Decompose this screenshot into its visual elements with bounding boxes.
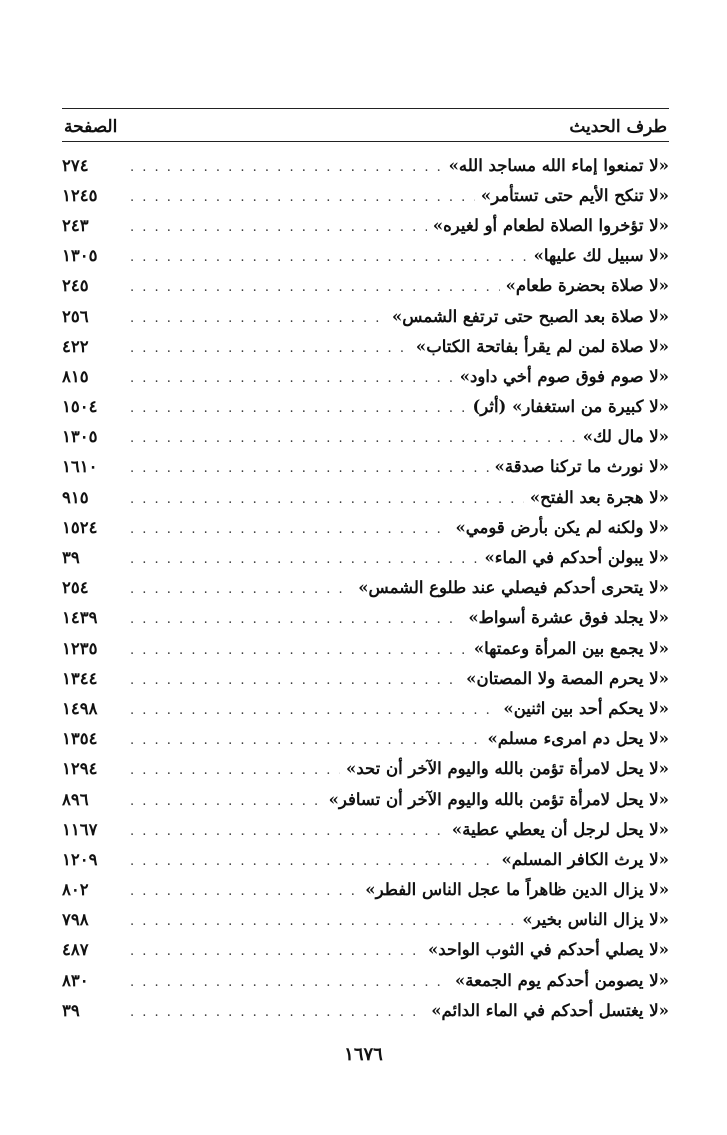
list-item <box>62 995 669 1025</box>
list-item <box>62 663 669 693</box>
dot-leader <box>130 910 516 929</box>
page-reference: ١٤٣٩ <box>62 608 98 628</box>
hadith-phrase: «لا يجلد فوق عشرة أسواط» <box>468 608 669 628</box>
list-item <box>62 452 669 482</box>
hadith-phrase: «لا يغتسل أحدكم في الماء الدائم» <box>431 1000 669 1020</box>
list-item <box>62 361 669 391</box>
page-reference: ٢٧٤ <box>62 155 89 175</box>
hadith-phrase: «لا يحرم المصة ولا المصتان» <box>466 668 669 688</box>
dot-leader <box>130 457 489 476</box>
list-item <box>62 844 669 874</box>
list-item <box>62 905 669 935</box>
hadith-phrase: «لا يحل دم امرىء مسلم» <box>487 729 669 749</box>
page-reference: ٢٥٦ <box>62 306 89 326</box>
page-reference: ٨٣٠ <box>62 970 89 990</box>
header-hadith-column: طرف الحديث <box>569 117 667 137</box>
list-item <box>62 392 669 422</box>
dot-leader <box>130 699 497 718</box>
dot-leader <box>130 307 386 326</box>
hadith-phrase: «لا صوم فوق صوم أخي داود» <box>459 366 669 386</box>
hadith-phrase: «لا يصومن أحدكم يوم الجمعة» <box>454 970 669 990</box>
hadith-phrase: «لا سبيل لك عليها» <box>533 246 669 266</box>
list-item <box>62 965 669 995</box>
page-reference: ٣٩ <box>62 1000 80 1020</box>
page-reference: ١٦١٠ <box>62 457 98 477</box>
list-item <box>62 241 669 271</box>
dot-leader <box>130 397 466 416</box>
list-item <box>62 754 669 784</box>
hadith-phrase: «لا يحل لرجل أن يعطي عطية» <box>451 819 669 839</box>
page-reference: ١٢٠٩ <box>62 849 98 869</box>
list-item <box>62 875 669 905</box>
page-reference: ١٥٠٤ <box>62 397 98 417</box>
list-item <box>62 210 669 240</box>
list-item <box>62 935 669 965</box>
hadith-phrase: «لا يحل لامرأة تؤمن بالله واليوم الآخر أن تسافر» <box>328 789 669 809</box>
page-reference: ٤٢٢ <box>62 336 89 356</box>
hadith-phrase: «لا تمنعوا إماء الله مساجد الله» <box>448 155 669 175</box>
page-reference: ١٣٤٤ <box>62 668 98 688</box>
dot-leader <box>130 276 500 295</box>
list-item <box>62 693 669 723</box>
hadith-phrase: «لا يرث الكافر المسلم» <box>501 849 669 869</box>
page-reference: ١٣٠٥ <box>62 427 98 447</box>
page-reference: ٩١٥ <box>62 487 89 507</box>
page-number: ١٦٧٦ <box>344 1044 383 1065</box>
dot-leader <box>130 940 422 959</box>
list-item <box>62 331 669 361</box>
list-item <box>62 150 669 180</box>
list-item <box>62 512 669 542</box>
dot-leader <box>130 548 478 567</box>
table-header <box>62 109 669 141</box>
dot-leader <box>130 488 524 507</box>
page-reference: ٤٨٧ <box>62 940 89 960</box>
list-item <box>62 180 669 210</box>
dot-leader <box>130 971 449 990</box>
dot-leader <box>130 729 481 748</box>
page-reference: ٨٩٦ <box>62 789 89 809</box>
list-item <box>62 724 669 754</box>
dot-leader <box>130 518 449 537</box>
page-reference: ١٢٩٤ <box>62 759 98 779</box>
hadith-phrase: «لا كبيرة من استغفار» (أثر) <box>472 397 669 417</box>
dot-leader <box>130 246 528 265</box>
hadith-phrase: «لا صلاة بحضرة طعام» <box>505 276 669 296</box>
hadith-phrase: «لا يجمع بين المرأة وعمتها» <box>473 638 669 658</box>
hadith-phrase: «لا تنكح الأيم حتى تستأمر» <box>480 185 669 205</box>
dot-leader <box>130 156 443 175</box>
hadith-phrase: «لا تؤخروا الصلاة لطعام أو لغيره» <box>432 215 669 235</box>
hadith-phrase: «لا يبولن أحدكم في الماء» <box>484 548 669 568</box>
hadith-phrase: «لا صلاة بعد الصبح حتى ترتفع الشمس» <box>391 306 669 326</box>
list-item <box>62 422 669 452</box>
list-item <box>62 271 669 301</box>
page-reference: ٢٥٤ <box>62 578 89 598</box>
dot-leader <box>130 639 468 658</box>
dot-leader <box>130 669 460 688</box>
list-item <box>62 633 669 663</box>
index-list <box>62 150 669 1025</box>
dot-leader <box>130 850 495 869</box>
page-reference: ١٣٠٥ <box>62 246 98 266</box>
dot-leader <box>130 759 340 778</box>
page-reference: ١٢٣٥ <box>62 638 98 658</box>
page-reference: ١١٦٧ <box>62 819 98 839</box>
hadith-phrase: «لا صلاة لمن لم يقرأ بفاتحة الكتاب» <box>415 336 669 356</box>
dot-leader <box>130 880 359 899</box>
dot-leader <box>130 608 462 627</box>
hadith-phrase: «لا يصلي أحدكم في الثوب الواحد» <box>427 940 669 960</box>
dot-leader <box>130 216 427 235</box>
hadith-phrase: «لا يحكم أحد بين اثنين» <box>503 698 669 718</box>
dot-leader <box>130 367 454 386</box>
hadith-phrase: «لا هجرة بعد الفتح» <box>529 487 669 507</box>
list-item <box>62 542 669 572</box>
hadith-phrase: «لا يزال الناس بخير» <box>522 910 669 930</box>
hadith-phrase: «لا يحل لامرأة تؤمن بالله واليوم الآخر أن تحد» <box>346 759 669 779</box>
hadith-phrase: «لا يتحرى أحدكم فيصلي عند طلوع الشمس» <box>358 578 669 598</box>
index-page <box>62 108 669 1025</box>
page-reference: ٧٩٨ <box>62 910 89 930</box>
hadith-phrase: «لا يزال الدين ظاهراً ما عجل الناس الفطر» <box>365 880 669 900</box>
page-reference: ١٣٥٤ <box>62 729 98 749</box>
list-item <box>62 573 669 603</box>
page-reference: ١٥٢٤ <box>62 517 98 537</box>
dot-leader <box>130 186 475 205</box>
page-reference: ١٤٩٨ <box>62 698 98 718</box>
hadith-phrase: «لا مال لك» <box>582 427 669 447</box>
page-reference: ٨١٥ <box>62 366 89 386</box>
list-item <box>62 784 669 814</box>
dot-leader <box>130 790 323 809</box>
dot-leader <box>130 1001 425 1020</box>
header-rule <box>62 141 669 142</box>
hadith-phrase: «لا ولكنه لم يكن بأرض قومي» <box>455 517 669 537</box>
page-reference: ٢٤٥ <box>62 276 89 296</box>
list-item <box>62 482 669 512</box>
list-item <box>62 603 669 633</box>
page-reference: ٢٤٣ <box>62 215 89 235</box>
dot-leader <box>130 337 410 356</box>
dot-leader <box>130 427 577 446</box>
hadith-phrase: «لا نورث ما تركنا صدقة» <box>494 457 669 477</box>
dot-leader <box>130 578 352 597</box>
page-reference: ١٢٤٥ <box>62 185 98 205</box>
list-item <box>62 301 669 331</box>
list-item <box>62 814 669 844</box>
header-page-column: الصفحة <box>64 117 118 137</box>
dot-leader <box>130 820 446 839</box>
page-reference: ٨٠٢ <box>62 880 89 900</box>
page-reference: ٣٩ <box>62 548 80 568</box>
